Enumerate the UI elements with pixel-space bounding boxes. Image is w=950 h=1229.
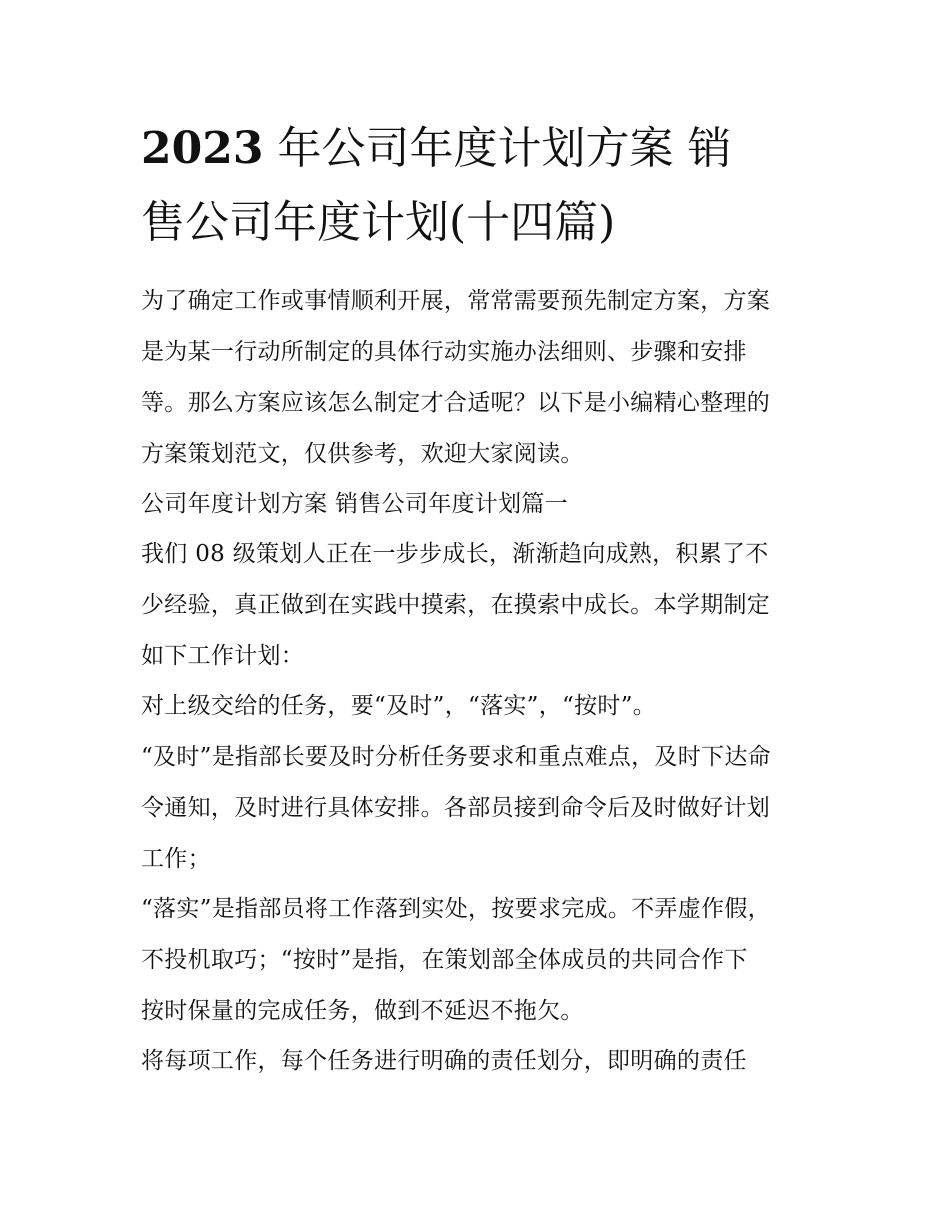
text-line: 将每项工作，每个任务进行明确的责任划分，即明确的责任 — [141, 1048, 747, 1074]
title-year: 2023 — [141, 123, 264, 174]
body-paragraph — [141, 529, 770, 682]
title-line-2: 售公司年度计划(十四篇) — [141, 197, 616, 248]
section-heading — [141, 479, 568, 530]
text-line: 等。那么方案应该怎么制定才合适呢？以下是小编精心整理的 — [141, 390, 771, 416]
text-line: “落实”是指部员将工作落到实处，按要求完成。不弄虚作假， — [141, 896, 771, 922]
text-line: 工作； — [141, 846, 211, 872]
title-line-1-text: 年公司年度计划方案 销 — [263, 123, 732, 174]
document-title — [141, 112, 821, 260]
body-paragraph — [141, 681, 656, 732]
text-line: 对上级交给的任务，要“及时”，“落实”，“按时”。 — [141, 693, 657, 719]
text-line: 令通知，及时进行具体安排。各部员接到命令后及时做好计划 — [141, 795, 771, 821]
body-paragraph — [141, 884, 771, 1037]
text-line: 按时保量的完成任务，做到不延迟不拖欠。 — [141, 998, 584, 1024]
text-line: 是为某一行动所制定的具体行动实施办法细则、步骤和安排 — [141, 339, 747, 365]
text-line: 公司年度计划方案 销售公司年度计划篇一 — [141, 491, 569, 517]
intro-paragraph — [141, 276, 770, 480]
text-line: 我们 08 级策划人正在一步步成长，渐渐趋向成熟，积累了不 — [141, 541, 769, 567]
text-line: 少经验，真正做到在实践中摸索，在摸索中成长。本学期制定 — [141, 592, 771, 618]
body-paragraph — [141, 732, 771, 885]
text-line: “及时”是指部长要及时分析任务要求和重点难点，及时下达命 — [141, 744, 771, 770]
text-line: 不投机取巧；“按时”是指，在策划部全体成员的共同合作下 — [141, 947, 748, 973]
body-paragraph — [141, 1036, 747, 1087]
text-line: 为了确定工作或事情顺利开展，常常需要预先制定方案，方案 — [141, 288, 771, 314]
title-line-1 — [141, 112, 821, 186]
text-line: 方案策划范文，仅供参考，欢迎大家阅读。 — [141, 441, 584, 467]
text-line: 如下工作计划： — [141, 643, 305, 669]
